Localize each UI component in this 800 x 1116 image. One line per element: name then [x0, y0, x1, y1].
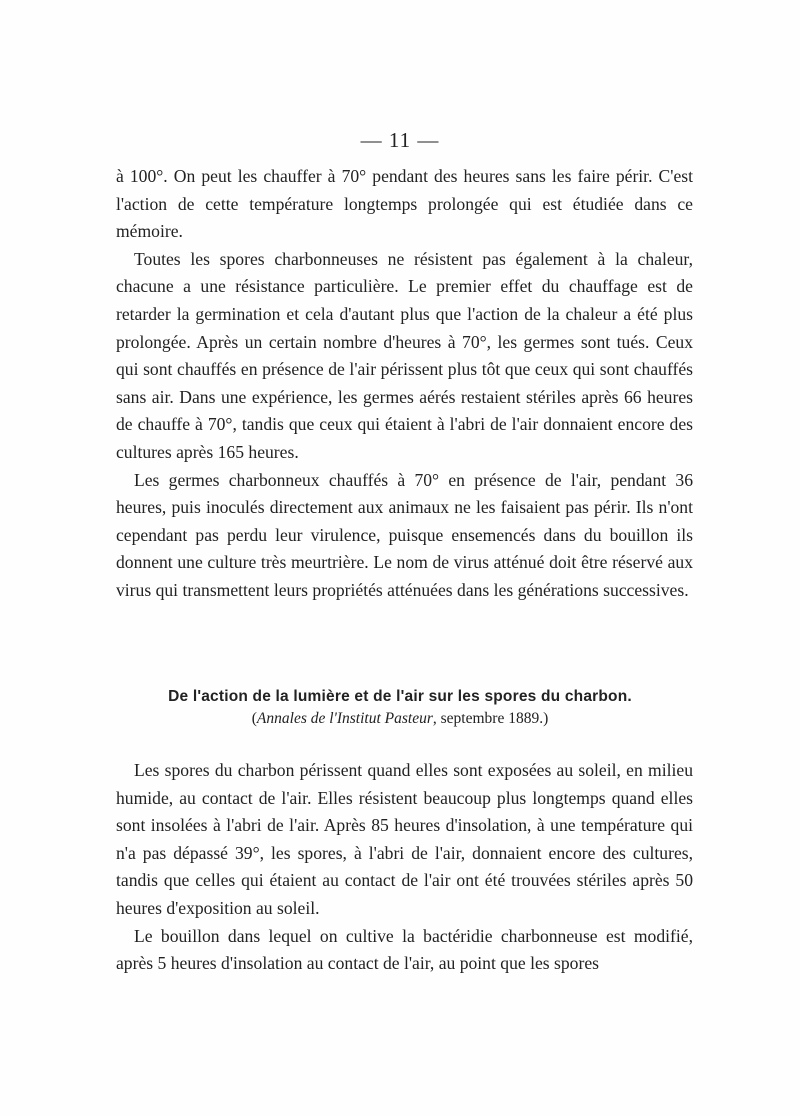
paragraph-spore-resistance: Toutes les spores charbonneuses ne résistent pas également à la chaleur, chacune a une résistance particulière. Le premier effet du chauffage est de retarder la germination et cela d'autant plus que l'action de la chaleur a été plus prolongée. Après un certain nombre d'heures à 70°, les germes sont tués. Ceux qui sont chauffés en présence de l'air périssent plus tôt que ceux qui sont chauffés sans air. Dans une expérience, les germes aérés restaient stériles après 66 heures de chauffe à 70°, tandis que ceux qui étaient à l'abri de l'air donnaient encore des cultures après 165 heures.	[116, 248, 693, 462]
body-text-bottom	[116, 757, 693, 978]
paragraph-bouillon: Le bouillon dans lequel on cultive la bactéridie charbonneuse est modifié, après 5 heures d'insolation au contact de l'air, au point que les spores	[116, 925, 693, 974]
paragraph-virulence: Les germes charbonneux chauffés à 70° en présence de l'air, pendant 36 heures, puis inoculés directement aux animaux ne les faisaient pas périr. Ils n'ont cependant pas perdu leur virulence, puisque ensemencés dans du bouillon ils donnent une culture très meurtrière. Le nom de virus atténué doit être réservé aux virus qui transmettent leurs propriétés atténuées dans les générations successives.	[116, 469, 693, 600]
page-number: — 11 —	[360, 128, 440, 152]
paragraph-sunlight: Les spores du charbon périssent quand elles sont exposées au soleil, en milieu humide, au contact de l'air. Elles résistent beaucoup plus longtemps quand elles sont insolées à l'abri de l'air. Après 85 heures d'insolation, à une température qui n'a pas dépassé 39°, les spores, à l'abri de l'air, donnaient encore des cultures, tandis que celles qui étaient au contact de l'air ont été trouvées stériles après 50 heures d'exposition au soleil.	[116, 760, 693, 918]
section-source	[0, 710, 800, 728]
source-date: , septembre 1889.)	[432, 710, 549, 727]
paragraph-continuation: à 100°. On peut les chauffer à 70° pendant des heures sans les faire périr. C'est l'action de cette température longtemps prolongée qui est étudiée dans ce mémoire.	[116, 166, 693, 242]
body-text-top	[116, 163, 693, 605]
section-heading: De l'action de la lumière et de l'air sur les spores du charbon.	[168, 688, 632, 705]
source-journal: Annales de l'Institut Pasteur	[256, 710, 433, 727]
source-open-paren: (	[251, 710, 257, 727]
